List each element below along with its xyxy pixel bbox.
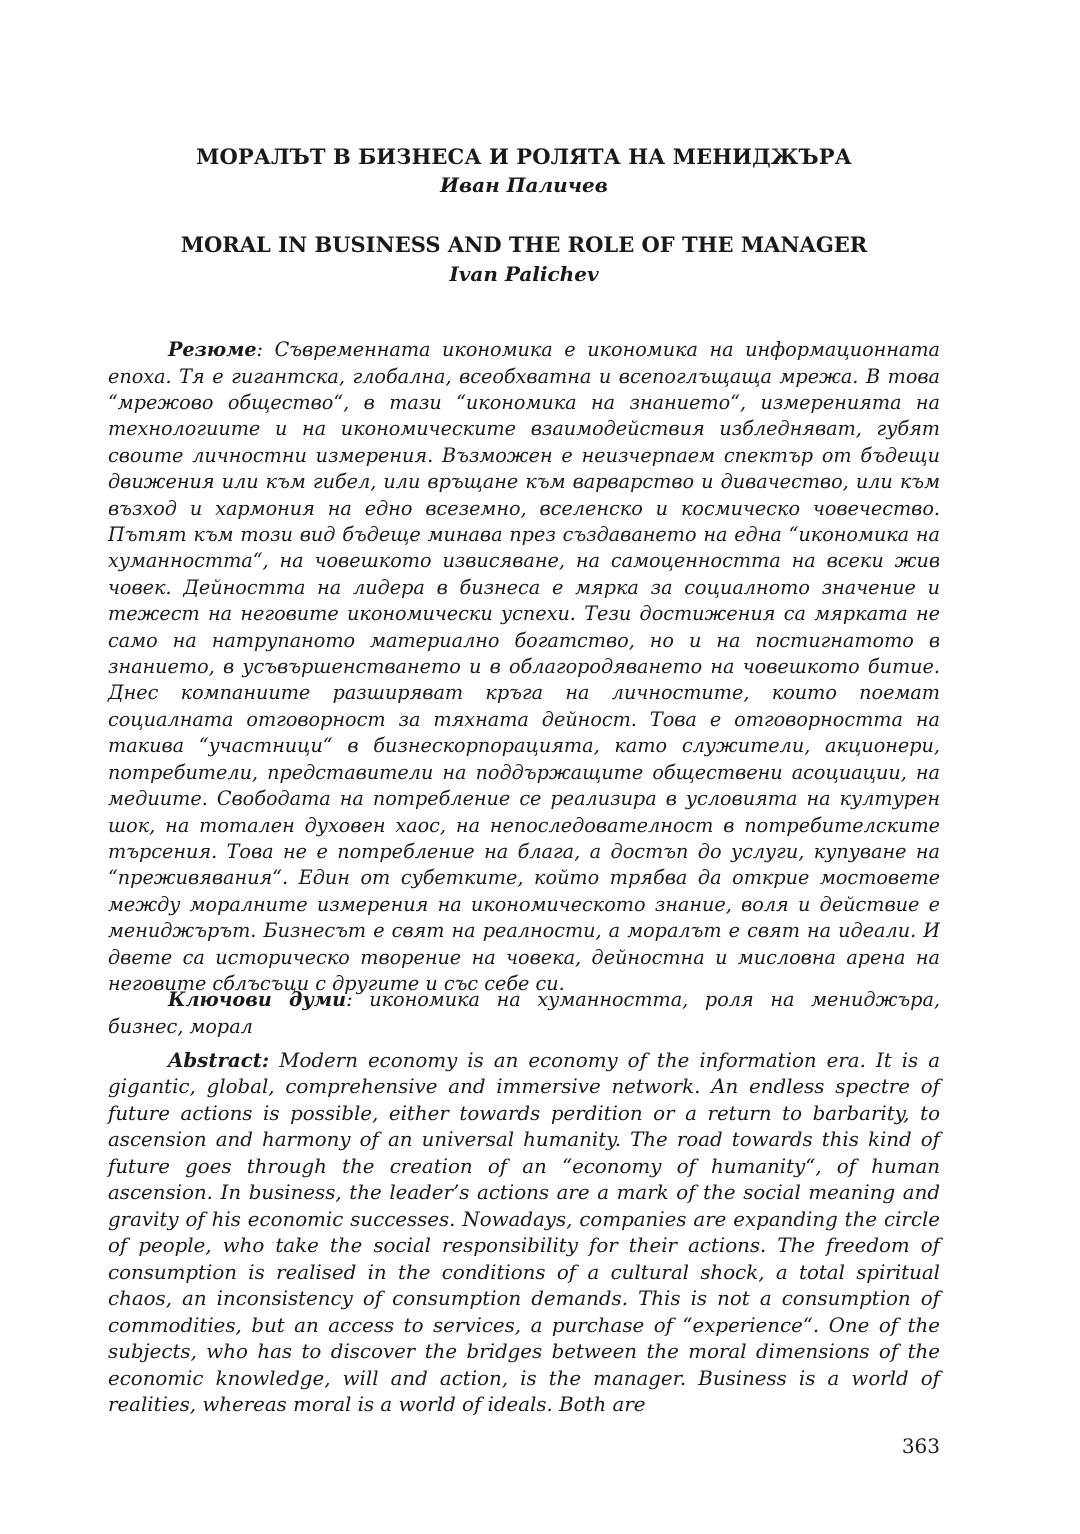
abstract-paragraph [108, 1047, 940, 1419]
page [108, 0, 940, 1534]
abstract-label: Abstract: [168, 1047, 270, 1072]
keywords-paragraph [108, 987, 940, 1040]
bulgarian-title: МОРАЛЪТ В БИЗНЕСА И РОЛЯТА НА МЕНИДЖЪРА [196, 144, 852, 169]
keywords-text: : икономика на хуманността, роля на мениджъра, бизнес, морал [108, 988, 940, 1038]
abstract-text: Modern economy is an economy of the information era. It is a gigantic, global, comprehensive and immersive network. An endless spectre of future actions is possible, either towards perdition or a return to barbarity, to ascension and harmony of an universal humanity. The road towards this kind of future goes through the creation of an “economy of humanity“, of human ascension. In business, the leader’s actions are a mark of the social meaning and gravity of his economic successes. Nowadays, companies are expanding the circle of people, who take the social responsibility for their actions. The freedom of consumption is realised in the conditions of a cultural shock, a total spiritual chaos, an inconsistency of consumption demands. This is not a consumption of commodities, but an access to services, a purchase of “experience“. One of the subjects, who has to discover the bridges between the moral dimensions of the economic knowledge, will and action, is the manager. Business is a world of realities, whereas moral is a world of ideals. Both are [108, 1048, 940, 1417]
page-number: 363 [901, 1434, 940, 1458]
english-author: Ivan Palichev [449, 262, 599, 286]
english-title: MORAL IN BUSINESS AND THE ROLE OF THE MANAGER [180, 232, 868, 257]
keywords-label: Ключови думи [168, 988, 347, 1012]
summary-text: : Съвременната икономика е икономика на информационната епоха. Тя е гигантска, глобална, всеобхватна и всепоглъщаща мрежа. В това “мрежово общество“, в тази “икономика на знанието“, измеренията на технологиите и на икономическите взаимодействия избледняват, губят своите личностни измерения. Възможен е неизчерпаем спектър от бъдещи движения или към гибел, или връщане към варварство и дивачество, или към възход и хармония на едно всеземно, вселенско и космическо човечество. Пътят към този вид бъдеще минава през създаването на една “икономика на хуманността“, на човешкото извисяване, на самоценността на всеки жив човек. Дейността на лидера в бизнеса е мярка за социалното значение и тежест на неговите икономически успехи. Тези достижения са мярката не само на натрупаното материално богатство, но и на постигнатото в знанието, в усъвършенстването и в облагородяването на човешкото битие. Днес компаниите разширяват кръга на личностите, които поемат социалната отговорност за тяхната дейност. Това е отговорността на такива “участници“ в бизнескорпорацията, като служители, акционери, потребители, представители на поддържащите обществени асоциации, на медиите. Свободата на потребление се реализира в условията на културен шок, на тотален духовен хаос, на непоследователност в потребителските търсения. Това не е потребление на блага, а достъп до услуги, купуване на “преживявания“. Един от субетките, който трябва да открие мостовете между моралните измерения на икономическото знание, воля и действие е мениджърът. Бизнесът е свят на реалности, а моралът е свят на идеали. И двете са историческо творение на човека, дейностна и мисловна арена на неговите сблъсъци с другите и със себе си. [108, 338, 940, 995]
summary-paragraph [108, 337, 940, 997]
bulgarian-author: Иван Паличев [440, 173, 608, 197]
summary-label: Резюме [168, 338, 257, 362]
